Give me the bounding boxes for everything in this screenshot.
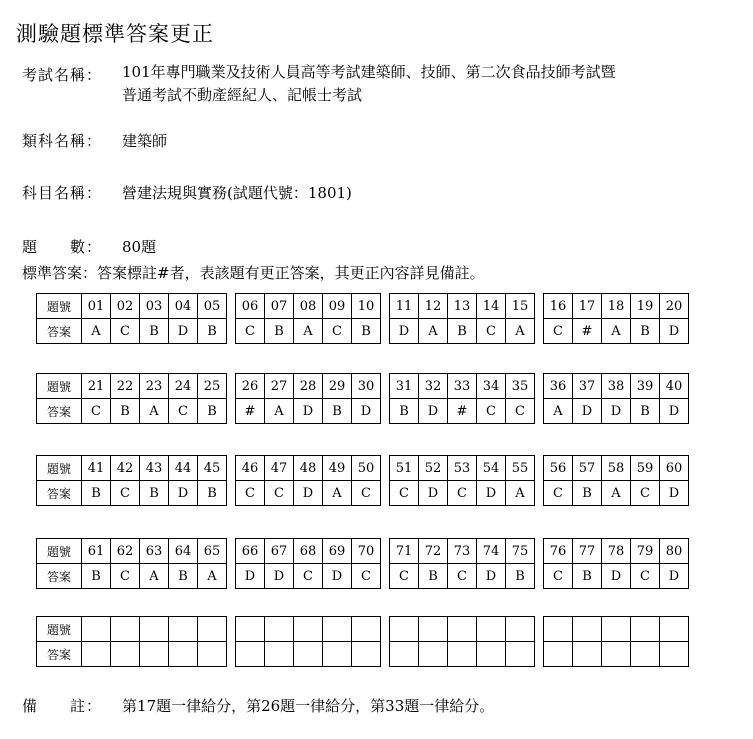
answer-table xyxy=(36,538,689,589)
category-row xyxy=(22,130,167,151)
question-number-cell: 65 xyxy=(198,539,227,564)
question-number-cell: 42 xyxy=(111,456,140,481)
group-spacer xyxy=(227,399,236,424)
remark-value: 第17題一律給分，第26題一律給分，第33題一律給分。 xyxy=(122,697,495,715)
question-number-cell: 54 xyxy=(477,456,506,481)
answer-cell: C xyxy=(352,481,381,506)
question-number-cell: 64 xyxy=(169,539,198,564)
question-number-cell: 48 xyxy=(294,456,323,481)
answer-row xyxy=(37,642,689,667)
answer-cell: A xyxy=(419,319,448,344)
answer-cell: D xyxy=(169,481,198,506)
answer-cell: A xyxy=(265,399,294,424)
question-number-cell: 08 xyxy=(294,294,323,319)
question-number-cell: 01 xyxy=(82,294,111,319)
answer-cell: C xyxy=(448,481,477,506)
answer-cell: C xyxy=(294,564,323,589)
answer-cell: B xyxy=(265,319,294,344)
answer-cell: D xyxy=(477,564,506,589)
group-spacer xyxy=(535,319,544,344)
question-number-cell: 14 xyxy=(477,294,506,319)
question-number-cell xyxy=(140,617,169,642)
question-number-cell: 27 xyxy=(265,374,294,399)
answer-cell xyxy=(602,642,631,667)
question-number-cell xyxy=(544,617,573,642)
answer-cell: C xyxy=(477,399,506,424)
group-spacer xyxy=(535,617,544,642)
answer-cell: # xyxy=(573,319,602,344)
question-number-cell xyxy=(323,617,352,642)
answer-cell: B xyxy=(198,399,227,424)
answer-cell: B xyxy=(631,399,660,424)
question-number-cell: 02 xyxy=(111,294,140,319)
question-number-cell: 50 xyxy=(352,456,381,481)
answer-cell: B xyxy=(111,399,140,424)
question-number-cell: 38 xyxy=(602,374,631,399)
question-number-cell: 78 xyxy=(602,539,631,564)
answer-cell: C xyxy=(265,481,294,506)
question-number-cell: 41 xyxy=(82,456,111,481)
question-number-cell: 47 xyxy=(265,456,294,481)
question-number-cell: 58 xyxy=(602,456,631,481)
group-spacer xyxy=(381,642,390,667)
question-number-cell: 33 xyxy=(448,374,477,399)
answer-cell: A xyxy=(323,481,352,506)
answer-cell: C xyxy=(506,399,535,424)
question-number-cell: 06 xyxy=(236,294,265,319)
exam-name-label: 考試名稱： xyxy=(22,66,103,84)
answer-cell xyxy=(294,642,323,667)
answer-cell: # xyxy=(236,399,265,424)
standard-answer-value: 答案標註#者，表該題有更正答案，其更正內容詳見備註。 xyxy=(97,264,485,282)
question-number-cell: 20 xyxy=(660,294,689,319)
answer-header: 答案 xyxy=(37,319,82,344)
answer-cell xyxy=(390,642,419,667)
question-number-cell: 77 xyxy=(573,539,602,564)
question-number-cell: 73 xyxy=(448,539,477,564)
answer-cell: B xyxy=(82,481,111,506)
question-number-cell: 71 xyxy=(390,539,419,564)
group-spacer xyxy=(535,374,544,399)
group-spacer xyxy=(381,617,390,642)
answer-cell: D xyxy=(660,564,689,589)
question-number-cell: 10 xyxy=(352,294,381,319)
question-number-header: 題號 xyxy=(37,374,82,399)
answer-cell: A xyxy=(140,564,169,589)
question-number-cell: 70 xyxy=(352,539,381,564)
answer-cell xyxy=(419,642,448,667)
question-number-cell xyxy=(111,617,140,642)
answer-cell xyxy=(323,642,352,667)
exam-name-line2: 普通考試不動產經紀人、記帳士考試 xyxy=(122,86,363,104)
question-number-cell xyxy=(573,617,602,642)
group-spacer xyxy=(535,564,544,589)
answer-cell: A xyxy=(602,481,631,506)
answer-cell: C xyxy=(352,564,381,589)
question-number-cell xyxy=(631,617,660,642)
answer-cell: D xyxy=(660,399,689,424)
answer-cell xyxy=(111,642,140,667)
question-number-cell xyxy=(506,617,535,642)
question-number-cell: 13 xyxy=(448,294,477,319)
answer-cell: B xyxy=(169,564,198,589)
exam-name-row xyxy=(22,64,616,107)
answer-cell: D xyxy=(265,564,294,589)
answer-cell: C xyxy=(82,399,111,424)
answer-cell: A xyxy=(82,319,111,344)
answer-cell: D xyxy=(660,319,689,344)
question-number-header: 題號 xyxy=(37,294,82,319)
question-number-cell: 80 xyxy=(660,539,689,564)
question-number-cell: 61 xyxy=(82,539,111,564)
answer-cell: B xyxy=(82,564,111,589)
question-number-cell: 37 xyxy=(573,374,602,399)
answer-cell: C xyxy=(169,399,198,424)
question-number-cell: 12 xyxy=(419,294,448,319)
question-number-cell: 18 xyxy=(602,294,631,319)
question-number-cell: 28 xyxy=(294,374,323,399)
answer-cell: D xyxy=(660,481,689,506)
answer-header: 答案 xyxy=(37,564,82,589)
question-number-cell: 60 xyxy=(660,456,689,481)
question-number-cell: 04 xyxy=(169,294,198,319)
group-spacer xyxy=(381,539,390,564)
answer-cell: # xyxy=(448,399,477,424)
remark-row xyxy=(22,695,494,716)
group-spacer xyxy=(381,481,390,506)
answer-cell: B xyxy=(419,564,448,589)
group-spacer xyxy=(535,294,544,319)
question-number-cell: 49 xyxy=(323,456,352,481)
answer-cell: C xyxy=(111,481,140,506)
question-number-row xyxy=(37,294,689,319)
answer-table xyxy=(36,293,689,344)
question-number-cell xyxy=(602,617,631,642)
question-number-cell: 68 xyxy=(294,539,323,564)
answer-cell xyxy=(236,642,265,667)
answer-cell: B xyxy=(140,481,169,506)
question-count-value: 80題 xyxy=(122,238,157,256)
question-number-cell: 52 xyxy=(419,456,448,481)
standard-answer-label: 標準答案： xyxy=(22,264,98,282)
question-number-cell xyxy=(294,617,323,642)
question-number-cell xyxy=(236,617,265,642)
answer-cell: D xyxy=(602,564,631,589)
answer-cell: C xyxy=(477,319,506,344)
answer-cell xyxy=(573,642,602,667)
answer-cell: B xyxy=(573,481,602,506)
answer-header: 答案 xyxy=(37,399,82,424)
group-spacer xyxy=(227,617,236,642)
question-number-cell: 72 xyxy=(419,539,448,564)
question-number-cell xyxy=(477,617,506,642)
answer-cell xyxy=(506,642,535,667)
question-number-cell: 75 xyxy=(506,539,535,564)
question-number-cell xyxy=(390,617,419,642)
question-number-cell: 79 xyxy=(631,539,660,564)
question-number-cell xyxy=(265,617,294,642)
question-number-cell: 67 xyxy=(265,539,294,564)
answer-cell: B xyxy=(448,319,477,344)
subject-label: 科目名稱： xyxy=(22,184,103,202)
question-number-cell: 17 xyxy=(573,294,602,319)
question-number-header: 題號 xyxy=(37,617,82,642)
question-number-cell: 29 xyxy=(323,374,352,399)
answer-cell: B xyxy=(506,564,535,589)
answer-cell: D xyxy=(352,399,381,424)
question-number-cell: 46 xyxy=(236,456,265,481)
question-number-cell: 22 xyxy=(111,374,140,399)
answer-cell: C xyxy=(323,319,352,344)
answer-cell: A xyxy=(140,399,169,424)
question-number-cell: 57 xyxy=(573,456,602,481)
question-number-cell: 09 xyxy=(323,294,352,319)
question-number-cell: 74 xyxy=(477,539,506,564)
group-spacer xyxy=(535,456,544,481)
question-number-cell: 44 xyxy=(169,456,198,481)
question-number-cell: 36 xyxy=(544,374,573,399)
answer-cell: A xyxy=(294,319,323,344)
group-spacer xyxy=(381,399,390,424)
answer-cell: D xyxy=(477,481,506,506)
category-label: 類科名稱： xyxy=(22,132,103,150)
question-number-cell: 63 xyxy=(140,539,169,564)
answer-cell: B xyxy=(140,319,169,344)
answer-row xyxy=(37,481,689,506)
question-number-cell: 30 xyxy=(352,374,381,399)
group-spacer xyxy=(381,564,390,589)
question-number-row xyxy=(37,456,689,481)
answer-cell xyxy=(448,642,477,667)
question-number-cell: 11 xyxy=(390,294,419,319)
answer-cell: A xyxy=(198,564,227,589)
question-number-cell xyxy=(169,617,198,642)
question-number-cell: 43 xyxy=(140,456,169,481)
answer-cell: D xyxy=(419,481,448,506)
question-number-cell: 40 xyxy=(660,374,689,399)
answer-cell: C xyxy=(111,564,140,589)
answer-cell: A xyxy=(506,319,535,344)
question-number-cell: 31 xyxy=(390,374,419,399)
question-number-cell: 23 xyxy=(140,374,169,399)
answer-cell: B xyxy=(323,399,352,424)
question-number-cell: 34 xyxy=(477,374,506,399)
answer-cell xyxy=(198,642,227,667)
question-number-cell xyxy=(448,617,477,642)
answer-cell: B xyxy=(198,481,227,506)
question-number-cell: 35 xyxy=(506,374,535,399)
answer-cell: C xyxy=(544,481,573,506)
question-number-cell: 39 xyxy=(631,374,660,399)
question-number-cell xyxy=(352,617,381,642)
question-number-row xyxy=(37,374,689,399)
answer-cell: C xyxy=(236,481,265,506)
group-spacer xyxy=(535,481,544,506)
exam-name-line1: 101年專門職業及技術人員高等考試建築師、技師、第二次食品技師考試暨 xyxy=(122,63,616,81)
question-number-cell: 16 xyxy=(544,294,573,319)
question-number-cell: 15 xyxy=(506,294,535,319)
question-number-cell xyxy=(419,617,448,642)
question-number-cell: 24 xyxy=(169,374,198,399)
question-number-cell: 62 xyxy=(111,539,140,564)
question-number-row xyxy=(37,539,689,564)
subject-row xyxy=(22,182,352,203)
question-number-cell xyxy=(198,617,227,642)
answer-cell: D xyxy=(294,399,323,424)
answer-cell: C xyxy=(390,564,419,589)
question-count-label: 題 數： xyxy=(22,238,103,256)
answer-cell: C xyxy=(390,481,419,506)
answer-cell xyxy=(265,642,294,667)
question-number-cell: 55 xyxy=(506,456,535,481)
question-number-cell: 76 xyxy=(544,539,573,564)
answer-cell xyxy=(352,642,381,667)
answer-cell: D xyxy=(323,564,352,589)
group-spacer xyxy=(227,319,236,344)
answer-cell: B xyxy=(352,319,381,344)
group-spacer xyxy=(227,481,236,506)
question-number-cell xyxy=(660,617,689,642)
group-spacer xyxy=(535,642,544,667)
group-spacer xyxy=(381,374,390,399)
question-number-cell: 07 xyxy=(265,294,294,319)
standard-answer-row xyxy=(22,262,485,283)
answer-table xyxy=(36,455,689,506)
answer-table xyxy=(36,616,689,667)
question-number-cell xyxy=(82,617,111,642)
answer-cell: C xyxy=(448,564,477,589)
answer-row xyxy=(37,319,689,344)
answer-cell: D xyxy=(573,399,602,424)
answer-cell xyxy=(544,642,573,667)
remark-label: 備 註： xyxy=(22,697,103,715)
answer-cell xyxy=(477,642,506,667)
answer-cell: D xyxy=(294,481,323,506)
answer-cell: C xyxy=(544,319,573,344)
question-number-cell: 69 xyxy=(323,539,352,564)
answer-cell: D xyxy=(390,319,419,344)
answer-cell: B xyxy=(573,564,602,589)
category-value: 建築師 xyxy=(122,132,168,150)
answer-cell: B xyxy=(631,319,660,344)
group-spacer xyxy=(381,319,390,344)
answer-cell: C xyxy=(111,319,140,344)
exam-name-value xyxy=(122,61,616,107)
answer-header: 答案 xyxy=(37,642,82,667)
question-number-cell: 26 xyxy=(236,374,265,399)
group-spacer xyxy=(227,539,236,564)
group-spacer xyxy=(227,456,236,481)
question-number-cell: 51 xyxy=(390,456,419,481)
group-spacer xyxy=(535,399,544,424)
question-number-cell: 45 xyxy=(198,456,227,481)
answer-cell: A xyxy=(544,399,573,424)
group-spacer xyxy=(227,642,236,667)
answer-cell: D xyxy=(602,399,631,424)
question-number-cell: 56 xyxy=(544,456,573,481)
question-number-header: 題號 xyxy=(37,539,82,564)
answer-table xyxy=(36,373,689,424)
answer-cell: B xyxy=(390,399,419,424)
group-spacer xyxy=(227,564,236,589)
answer-cell: C xyxy=(631,564,660,589)
answer-cell xyxy=(660,642,689,667)
question-number-cell: 03 xyxy=(140,294,169,319)
page-title: 測驗題標準答案更正 xyxy=(16,22,214,46)
answer-cell: D xyxy=(169,319,198,344)
answer-header: 答案 xyxy=(37,481,82,506)
question-number-cell: 05 xyxy=(198,294,227,319)
group-spacer xyxy=(381,294,390,319)
answer-cell: A xyxy=(602,319,631,344)
question-number-cell: 32 xyxy=(419,374,448,399)
question-number-cell: 66 xyxy=(236,539,265,564)
answer-cell: C xyxy=(236,319,265,344)
group-spacer xyxy=(227,374,236,399)
group-spacer xyxy=(535,539,544,564)
question-number-row xyxy=(37,617,689,642)
question-number-cell: 21 xyxy=(82,374,111,399)
question-count-row xyxy=(22,236,156,257)
answer-cell xyxy=(169,642,198,667)
question-number-cell: 53 xyxy=(448,456,477,481)
answer-cell: C xyxy=(631,481,660,506)
answer-cell: D xyxy=(236,564,265,589)
answer-cell: A xyxy=(506,481,535,506)
answer-cell: C xyxy=(544,564,573,589)
answer-cell xyxy=(140,642,169,667)
question-number-cell: 25 xyxy=(198,374,227,399)
question-number-cell: 59 xyxy=(631,456,660,481)
subject-value: 營建法規與實務(試題代號：1801) xyxy=(122,184,352,202)
group-spacer xyxy=(381,456,390,481)
answer-cell xyxy=(82,642,111,667)
answer-cell xyxy=(631,642,660,667)
question-number-cell: 19 xyxy=(631,294,660,319)
answer-row xyxy=(37,399,689,424)
answer-row xyxy=(37,564,689,589)
group-spacer xyxy=(227,294,236,319)
answer-cell: D xyxy=(419,399,448,424)
question-number-header: 題號 xyxy=(37,456,82,481)
answer-cell: B xyxy=(198,319,227,344)
